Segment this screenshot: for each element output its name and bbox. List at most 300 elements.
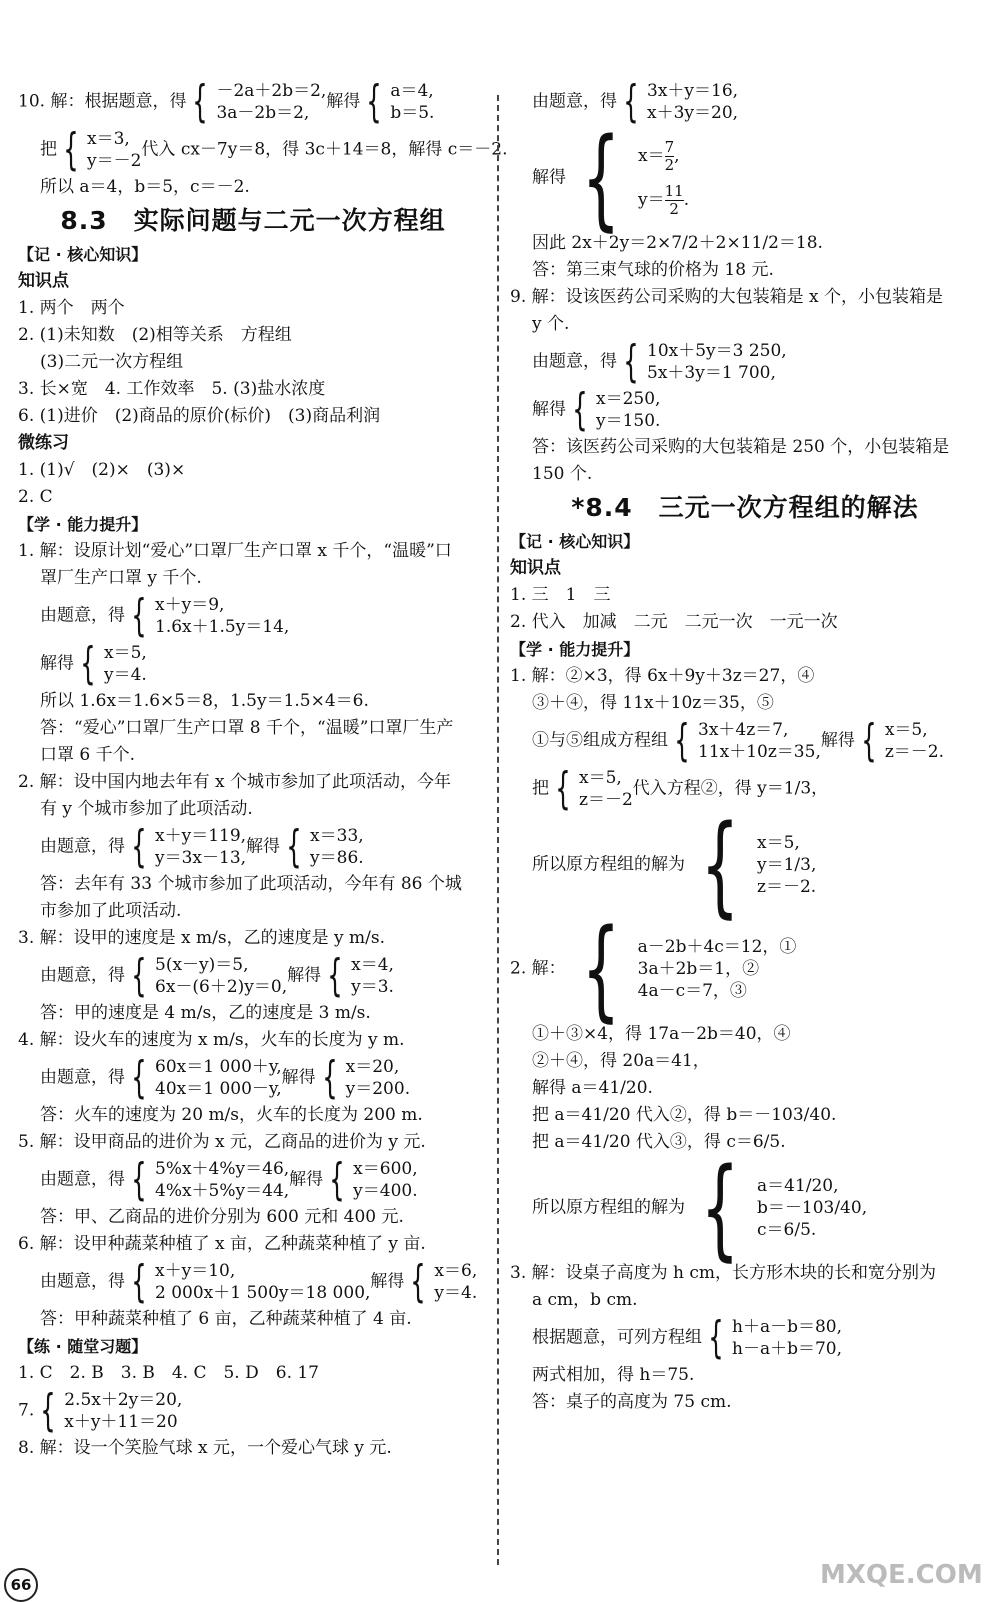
equation-line: y＝200. xyxy=(345,1079,411,1099)
equation-line: x＝5, xyxy=(757,833,800,853)
equation-lines xyxy=(155,825,246,869)
text-line xyxy=(510,1129,980,1156)
equation-line: y＝1/3, xyxy=(757,855,817,875)
equation-line: x＝600, xyxy=(353,1159,418,1179)
text-line xyxy=(18,898,488,925)
section-tag: 【记 · 核心知识】 xyxy=(18,245,148,264)
equation-line: x＝20, xyxy=(345,1057,400,1077)
line-text: ①与⑤组成方程组 xyxy=(532,730,668,751)
equation-line: 1.6x＋1.5y＝14, xyxy=(155,617,290,637)
text-line xyxy=(18,640,488,688)
equation-system xyxy=(74,638,147,689)
section-tag: 【学 · 能力提升】 xyxy=(510,640,640,659)
line-text: 8. 解：设一个笑脸气球 x 元，一个爱心气球 y 元. xyxy=(18,1438,392,1458)
line-text: 解得 xyxy=(532,167,566,188)
equation-line: x＋y＝119, xyxy=(155,826,247,846)
equation-line: 6x－(6＋2)y＝0, xyxy=(155,977,288,997)
brace-symbol: { xyxy=(700,1144,740,1272)
equation-line: x＝3, xyxy=(87,129,130,149)
section-tag: 【学 · 能力提升】 xyxy=(18,515,148,534)
line-text: 答：该医药公司采购的大包装箱是 250 个，小包装箱是 xyxy=(532,437,950,457)
line-text: 答：第三束气球的价格为 18 元. xyxy=(532,260,774,280)
text-line xyxy=(18,124,508,175)
line-text: 所以 a＝4，b＝5，c＝－2. xyxy=(40,177,250,197)
text-line xyxy=(18,742,488,769)
equation-system xyxy=(125,590,290,641)
brace-symbol: { xyxy=(40,1385,56,1436)
text-line xyxy=(18,1360,488,1387)
equation-punct: . xyxy=(683,190,690,210)
text-line xyxy=(18,796,488,823)
text-line xyxy=(510,284,980,311)
section-tag: 【练 · 随堂习题】 xyxy=(18,1337,148,1356)
line-text: 把 a＝41/20 代入②，得 b＝－103/40. xyxy=(532,1105,837,1125)
equation-line xyxy=(638,178,689,222)
text-line xyxy=(510,1314,980,1362)
text-line xyxy=(510,311,980,338)
text-line xyxy=(510,717,980,765)
line-text: 答：甲、乙商品的进价分别为 600 元和 400 元. xyxy=(40,1207,404,1227)
brace-symbol: { xyxy=(581,114,621,242)
equation-line: 10x＋5y＝3 250, xyxy=(647,341,787,361)
text-line xyxy=(18,349,488,376)
line-text: 答：桌子的高度为 75 cm. xyxy=(532,1392,732,1412)
text-line xyxy=(510,257,980,284)
equation-line: x＝4, xyxy=(351,955,394,975)
equation-line: 5%x＋4%y＝46, xyxy=(155,1159,290,1179)
brace-symbol: { xyxy=(366,76,383,127)
text-line xyxy=(510,78,980,126)
line-text: 10. 解：根据题意，得 xyxy=(18,91,187,112)
equation-lines xyxy=(647,340,787,384)
equation-line: x＝5, xyxy=(579,768,622,788)
equation-line: 3a－2b＝2, xyxy=(216,103,310,123)
line-text: 解得 xyxy=(370,1271,405,1292)
line-text: 代入 cx－7y＝8，得 3c＋14＝8，解得 c＝－2. xyxy=(141,139,508,160)
equation-line: y＝－2 xyxy=(87,151,142,171)
line-text: 1. C 2. B 3. B 4. C 5. D 6. 17 xyxy=(18,1363,320,1383)
text-line xyxy=(18,457,488,484)
equation-line: a＝41/20, xyxy=(757,1176,839,1196)
equation-line: x＝6, xyxy=(434,1261,478,1281)
text-line xyxy=(18,430,488,457)
equation-lines xyxy=(353,1158,417,1202)
fraction xyxy=(665,183,684,218)
brace-symbol: { xyxy=(131,1052,147,1103)
text-line xyxy=(510,690,980,717)
line-text: 由题意，得 xyxy=(40,1067,125,1088)
equation-system xyxy=(125,950,288,1001)
line-text: 解得 xyxy=(281,1067,316,1088)
text-line xyxy=(510,1287,980,1314)
line-text: 解得 xyxy=(287,965,322,986)
equation-lines xyxy=(390,80,434,124)
equation-lines xyxy=(310,825,364,869)
equation-line: b＝5. xyxy=(390,103,435,123)
equation-system xyxy=(360,76,435,127)
text-line xyxy=(18,322,488,349)
line-text: 9. 解：设该医药公司采购的大包装箱是 x 个，小包装箱是 xyxy=(510,287,944,307)
equation-line: z＝－2. xyxy=(757,877,817,897)
text-line xyxy=(18,1435,488,1462)
equation-line: y＝3. xyxy=(351,977,394,997)
text-line xyxy=(510,338,980,386)
text-line xyxy=(510,1144,980,1272)
equation-lines xyxy=(757,832,816,898)
equation-line: 3x＋y＝16, xyxy=(647,81,739,101)
equation-line: 3x＋4z＝7, xyxy=(698,720,789,740)
equation-lines xyxy=(647,80,738,124)
equation-line: x＝5, xyxy=(104,643,147,663)
line-text: 1. 三 1 三 xyxy=(510,585,611,605)
equation-line: y＝150. xyxy=(596,411,661,431)
brace-symbol: { xyxy=(861,715,877,766)
line-text: 所以原方程组的解为 xyxy=(532,1197,685,1218)
equation-line: 40x＝1 000－y, xyxy=(155,1079,282,1099)
equation-system xyxy=(685,801,817,929)
line-text: 2. 解： xyxy=(510,958,566,979)
line-text: 知识点 xyxy=(510,558,561,578)
equation-lines xyxy=(155,1056,282,1100)
equation-line xyxy=(638,134,689,178)
equation-line: 3a＋2b＝1，② xyxy=(637,959,760,979)
line-text: 答：甲的速度是 4 m/s，乙的速度是 3 m/s. xyxy=(40,1003,371,1023)
equation-line: －2a＋2b＝2, xyxy=(216,81,327,101)
equation-lines xyxy=(638,134,689,222)
equation-lines xyxy=(579,767,633,811)
line-text: 2. C xyxy=(18,487,53,507)
equation-line: 4%x＋5%y＝44, xyxy=(155,1181,290,1201)
brace-symbol: { xyxy=(708,1312,724,1363)
line-text: 所以原方程组的解为 xyxy=(532,854,685,875)
equation-lines xyxy=(155,954,287,998)
equation-system xyxy=(125,1256,371,1307)
text-line xyxy=(18,952,488,1000)
equation-lines xyxy=(155,1158,289,1202)
text-line xyxy=(510,1102,980,1129)
text-line xyxy=(510,765,980,813)
line-text: 3. 解：设甲的速度是 x m/s，乙的速度是 y m/s. xyxy=(18,928,385,948)
equation-lines xyxy=(155,1260,370,1304)
text-line xyxy=(18,1387,488,1435)
line-text: 5. 解：设甲商品的进价为 x 元，乙商品的进价为 y 元. xyxy=(18,1132,426,1152)
line-text: 解得 xyxy=(326,91,361,112)
equation-line: 2 000x＋1 500y＝18 000, xyxy=(155,1283,371,1303)
line-text: 知识点 xyxy=(18,271,69,291)
text-line xyxy=(510,555,980,582)
fraction-denominator: 2 xyxy=(669,200,679,218)
section-heading: 8.3 实际问题与二元一次方程组 xyxy=(60,206,446,235)
equation-system xyxy=(685,1144,868,1272)
text-line xyxy=(18,295,488,322)
equation-system xyxy=(702,1312,843,1363)
line-text: (3)二元一次方程组 xyxy=(40,352,184,372)
line-text: 4. 解：设火车的速度为 x m/s，火车的长度为 y m. xyxy=(18,1030,405,1050)
text-line xyxy=(18,925,488,952)
equation-line: x＋y＝9, xyxy=(155,595,225,615)
text-line xyxy=(510,386,980,434)
brace-symbol: { xyxy=(131,821,147,872)
brace-symbol: { xyxy=(329,1154,345,1205)
text-line xyxy=(18,1204,488,1231)
line-text: 2. 解：设中国内地去年有 x 个城市参加了此项活动，今年 xyxy=(18,772,452,792)
line-text: 由题意，得 xyxy=(532,91,617,112)
line-text: 解得 xyxy=(820,730,855,751)
equation-line: a＝4, xyxy=(390,81,434,101)
text-line xyxy=(18,78,488,126)
text-line xyxy=(510,1389,980,1416)
brace-symbol: { xyxy=(623,336,639,387)
equation-lines xyxy=(885,719,944,763)
text-line xyxy=(18,403,488,430)
line-text: 把 xyxy=(40,139,57,160)
brace-symbol: { xyxy=(63,124,79,175)
equation-system xyxy=(566,905,797,1033)
line-text: 由题意，得 xyxy=(40,836,125,857)
line-text: 由题意，得 xyxy=(40,1271,125,1292)
right-column xyxy=(510,78,980,1416)
line-text: 把 xyxy=(532,778,549,799)
text-line xyxy=(18,1258,488,1306)
line-text: 由题意，得 xyxy=(40,1169,125,1190)
line-text: 答：去年有 33 个城市参加了此项活动，今年有 86 个城 xyxy=(40,874,462,894)
text-line xyxy=(510,114,980,242)
brace-symbol: { xyxy=(623,76,639,127)
equation-lines xyxy=(698,719,821,763)
equation-punct: , xyxy=(674,146,680,166)
equation-system xyxy=(617,76,739,127)
equation-lines xyxy=(732,1316,842,1360)
equation-system xyxy=(855,715,945,766)
fraction-numerator: 7 xyxy=(664,138,675,156)
line-text: 解得 xyxy=(40,653,74,674)
brace-symbol: { xyxy=(192,76,209,127)
line-text: 把 a＝41/20 代入③，得 c＝6/5. xyxy=(532,1132,786,1152)
line-text: 答：火车的速度为 20 m/s，火车的长度为 200 m. xyxy=(40,1105,423,1125)
brace-symbol: { xyxy=(80,638,96,689)
line-text: 6. (1)进价 (2)商品的原价(标价) (3)商品利润 xyxy=(18,406,381,426)
text-line xyxy=(510,609,980,636)
text-line xyxy=(18,871,488,898)
equation-line: z＝－2. xyxy=(884,742,945,762)
line-text: 口罩 6 千个. xyxy=(40,745,136,765)
line-text: 1. 解：设原计划“爱心”口罩厂生产口罩 x 千个，“温暖”口 xyxy=(18,541,452,561)
text-line xyxy=(18,538,488,565)
line-text: 所以 1.6x＝1.6×5＝8，1.5y＝1.5×4＝6. xyxy=(40,691,369,711)
equation-line: x＋y＋11＝20 xyxy=(64,1412,178,1432)
page-number: 66 xyxy=(4,1568,38,1602)
line-text: 微练习 xyxy=(18,433,69,453)
equation-line: 5(x－y)＝5, xyxy=(155,955,249,975)
equation-system xyxy=(549,763,633,814)
brace-symbol: { xyxy=(555,763,571,814)
text-line xyxy=(510,1362,980,1389)
line-text: 1. 解：②×3，得 6x＋9y＋3z＝27，④ xyxy=(510,666,815,686)
text-line xyxy=(18,688,488,715)
text-line xyxy=(18,1000,488,1027)
text-line xyxy=(510,663,980,690)
equation-line: y＝400. xyxy=(353,1181,418,1201)
text-line xyxy=(18,1054,488,1102)
text-line xyxy=(510,230,980,257)
text-line xyxy=(18,1027,488,1054)
equation-lhs: y＝ xyxy=(638,190,665,210)
equation-lines xyxy=(87,128,141,172)
brace-symbol: { xyxy=(327,950,343,1001)
equation-system xyxy=(280,821,364,872)
brace-symbol: { xyxy=(581,905,620,1033)
line-text: a cm，b cm. xyxy=(532,1290,638,1310)
brace-symbol: { xyxy=(674,715,690,766)
text-line xyxy=(510,1048,980,1075)
line-text: 1. 两个 两个 xyxy=(18,298,125,318)
line-text: 答：甲种蔬菜种植了 6 亩，乙种蔬菜种植了 4 亩. xyxy=(40,1309,412,1329)
line-text: 市参加了此项活动. xyxy=(40,901,182,921)
equation-line: x＋3y＝20, xyxy=(647,103,739,123)
equation-line: x＝33, xyxy=(310,826,364,846)
fraction xyxy=(665,139,675,174)
equation-lines xyxy=(346,1056,410,1100)
left-column xyxy=(18,76,508,1462)
line-text: ③＋④，得 11x＋10z＝35，⑤ xyxy=(532,693,774,713)
text-line xyxy=(18,268,488,295)
line-text: 2. 代入 加减 二元 二元一次 一元一次 xyxy=(510,612,838,632)
equation-system xyxy=(404,1256,478,1307)
equation-line: y＝4. xyxy=(104,665,147,685)
equation-system xyxy=(668,715,821,766)
brace-symbol: { xyxy=(286,821,302,872)
fraction-denominator: 2 xyxy=(664,156,675,174)
line-text: 1. (1)√ (2)× (3)× xyxy=(18,460,186,480)
line-text: 解得 xyxy=(289,1169,324,1190)
line-text: 两式相加，得 h＝75. xyxy=(532,1365,695,1385)
line-text: 由题意，得 xyxy=(40,605,125,626)
text-line xyxy=(510,582,980,609)
equation-line: h－a＋b＝70, xyxy=(732,1339,843,1359)
text-line xyxy=(510,434,980,461)
text-line xyxy=(18,715,488,742)
equation-line: x＝250, xyxy=(596,389,661,409)
text-line xyxy=(510,1021,980,1048)
line-text: 150 个. xyxy=(532,464,593,484)
equation-line: 5x＋3y＝1 700, xyxy=(647,363,776,383)
line-text: ②＋④，得 20a＝41， xyxy=(532,1051,710,1071)
brace-symbol: { xyxy=(410,1256,427,1307)
watermark: MXQE.COM xyxy=(820,1560,983,1590)
text-line xyxy=(18,565,488,592)
equation-line: y＝4. xyxy=(434,1283,478,1303)
line-text: 解得 xyxy=(532,399,566,420)
line-text: 3. 解：设桌子高度为 h cm，长方形木块的长和宽分别为 xyxy=(510,1263,937,1283)
brace-symbol: { xyxy=(572,384,588,435)
equation-line: x＋y＝10, xyxy=(155,1261,236,1281)
equation-lines xyxy=(155,594,289,638)
equation-line: b＝－103/40, xyxy=(757,1198,868,1218)
text-line xyxy=(18,174,488,201)
text-line xyxy=(18,1156,488,1204)
equation-lines xyxy=(596,388,660,432)
equation-system xyxy=(57,124,142,175)
line-text: 罩厂生产口罩 y 千个. xyxy=(40,568,202,588)
equation-system xyxy=(125,1052,282,1103)
equation-line: 11x＋10z＝35, xyxy=(698,742,821,762)
text-line xyxy=(18,484,488,511)
text-line xyxy=(18,823,488,871)
equation-line: y＝86. xyxy=(310,848,364,868)
equation-system xyxy=(566,384,661,435)
equation-system xyxy=(566,114,690,242)
equation-lines xyxy=(638,936,797,1002)
line-text: 3. 长×宽 4. 工作效率 5. (3)盐水浓度 xyxy=(18,379,326,399)
equation-system xyxy=(186,76,327,127)
text-line xyxy=(18,592,488,640)
line-text: 7. xyxy=(18,1400,35,1421)
line-text: 有 y 个城市参加了此项活动. xyxy=(40,799,253,819)
line-text: y 个. xyxy=(532,314,570,334)
equation-lines xyxy=(434,1260,477,1304)
line-text: 2. (1)未知数 (2)相等关系 方程组 xyxy=(18,325,292,345)
brace-symbol: { xyxy=(321,1052,338,1103)
equation-line: 4a－c＝7，③ xyxy=(637,981,747,1001)
brace-symbol: { xyxy=(131,590,147,641)
equation-system xyxy=(34,1385,183,1436)
equation-line: c＝6/5. xyxy=(757,1220,817,1240)
equation-system xyxy=(323,1154,418,1205)
equation-lines xyxy=(64,1389,182,1433)
equation-lines xyxy=(757,1175,867,1241)
line-text: ①＋③×4，得 17a－2b＝40，④ xyxy=(532,1024,791,1044)
section-heading: *8.4 三元一次方程组的解法 xyxy=(571,493,919,522)
equation-line: y＝3x－13, xyxy=(155,848,247,868)
line-text: 解得 xyxy=(246,836,281,857)
text-line xyxy=(510,1260,980,1287)
line-text: 解得 a＝41/20. xyxy=(532,1078,653,1098)
text-line xyxy=(18,1102,488,1129)
equation-line: a－2b＋4c＝12，① xyxy=(637,937,797,957)
equation-lhs: x＝ xyxy=(638,146,665,166)
fraction-numerator: 11 xyxy=(664,182,684,200)
line-text: 由题意，得 xyxy=(532,351,617,372)
brace-symbol: { xyxy=(700,801,740,929)
line-text: 由题意，得 xyxy=(40,965,125,986)
section-tag: 【记 · 核心知识】 xyxy=(510,532,640,551)
text-line xyxy=(510,1075,980,1102)
line-text: 6. 解：设甲种蔬菜种植了 x 亩，乙种蔬菜种植了 y 亩. xyxy=(18,1234,426,1254)
equation-system xyxy=(316,1052,411,1103)
equation-line: z＝－2 xyxy=(579,790,633,810)
equation-line: h＋a－b＝80, xyxy=(732,1317,843,1337)
equation-system xyxy=(321,950,394,1001)
text-line xyxy=(18,1129,488,1156)
equation-system xyxy=(125,821,247,872)
column-divider xyxy=(497,95,499,1565)
equation-line: 2.5x＋2y＝20, xyxy=(64,1390,183,1410)
equation-line: x＝5, xyxy=(884,720,928,740)
equation-line: 60x＝1 000＋y, xyxy=(155,1057,282,1077)
equation-lines xyxy=(104,642,147,686)
text-line xyxy=(510,461,980,488)
text-line xyxy=(18,1306,488,1333)
text-line xyxy=(18,376,488,403)
equation-lines xyxy=(351,954,394,998)
line-text: 因此 2x＋2y＝2×7/2＋2×11/2＝18. xyxy=(532,233,823,253)
text-line xyxy=(18,769,488,796)
equation-lines xyxy=(216,80,326,124)
line-text: 根据题意，可列方程组 xyxy=(532,1327,702,1348)
text-line xyxy=(510,801,980,929)
equation-system xyxy=(125,1154,290,1205)
brace-symbol: { xyxy=(131,1154,147,1205)
